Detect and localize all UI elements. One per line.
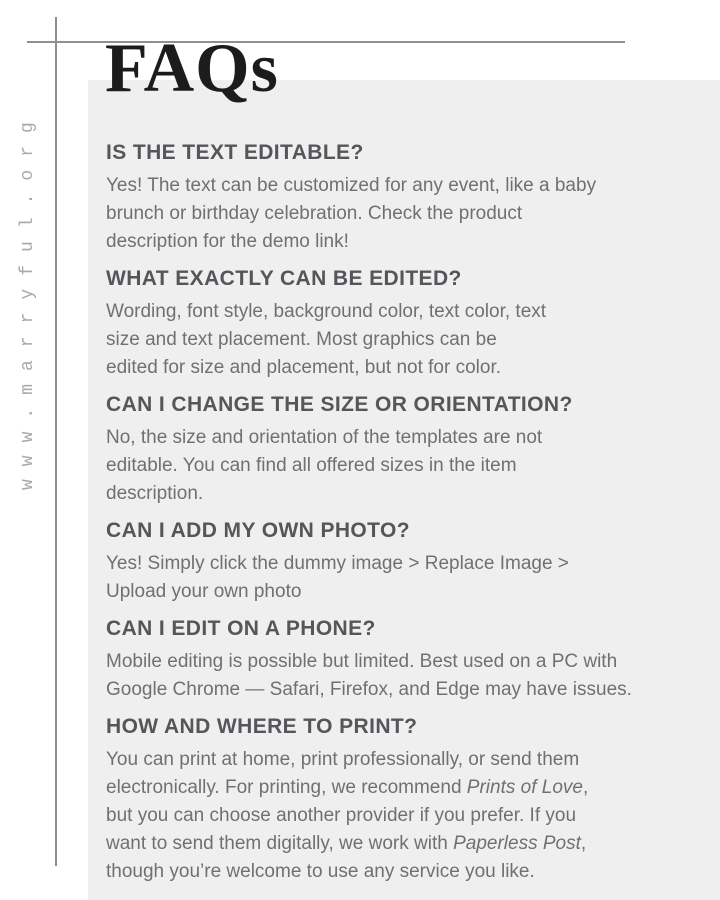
faq-answer-line xyxy=(106,354,692,382)
faq-question: CAN I ADD MY OWN PHOTO? xyxy=(106,519,410,542)
faq-answer-line xyxy=(106,200,692,228)
faq-answer-emphasis: Prints of Love xyxy=(466,777,583,798)
faq-item xyxy=(106,266,692,382)
faq-item xyxy=(106,392,692,508)
faq-answer-text: though you’re welcome to use any service you like. xyxy=(106,861,535,882)
faq-answer-text: No, the size and orientation of the templates are not xyxy=(106,427,543,448)
faq-answer xyxy=(106,298,692,382)
faq-answer-line xyxy=(106,480,692,508)
faq-answer-line xyxy=(106,774,692,802)
faq-question: WHAT EXACTLY CAN BE EDITED? xyxy=(106,267,462,290)
faq-question: IS THE TEXT EDITABLE? xyxy=(106,141,364,164)
faq-answer-line xyxy=(106,802,692,830)
faq-answer-line xyxy=(106,578,692,606)
faq-question: CAN I EDIT ON A PHONE? xyxy=(106,617,376,640)
faq-item xyxy=(106,714,692,886)
website-url-vertical: www.marryful.org xyxy=(18,109,38,490)
faq-answer-line xyxy=(106,648,692,676)
faq-answer-text: , xyxy=(580,833,587,854)
faq-answer-text: Upload your own photo xyxy=(106,581,302,602)
faq-answer-text: but you can choose another provider if you prefer. If you xyxy=(106,805,577,826)
faq-question: CAN I CHANGE THE SIZE OR ORIENTATION? xyxy=(106,393,573,416)
faq-answer-line xyxy=(106,830,692,858)
faq-answer xyxy=(106,648,692,704)
faq-answer-text: You can print at home, print professionally, or send them xyxy=(106,749,580,770)
faq-answer-text: editable. You can find all offered sizes in the item xyxy=(106,455,517,476)
faq-item xyxy=(106,518,692,606)
faq-answer-text: Google Chrome — Safari, Firefox, and Edge may have issues. xyxy=(106,679,632,700)
faq-answer-line xyxy=(106,746,692,774)
faq-answer-line xyxy=(106,858,692,886)
faq-answer-text: , xyxy=(582,777,589,798)
faq-answer-line xyxy=(106,172,692,200)
faq-answer-text: description. xyxy=(106,483,204,504)
vertical-guide-line xyxy=(55,17,57,866)
faq-answer-line xyxy=(106,452,692,480)
faq-answer-text: electronically. For printing, we recommend xyxy=(106,777,467,798)
faq-answer-text: Mobile editing is possible but limited. Best used on a PC with xyxy=(106,651,618,672)
faq-list xyxy=(106,140,692,896)
faq-item xyxy=(106,616,692,704)
faq-answer-text: edited for size and placement, but not for color. xyxy=(106,357,502,378)
page-title: FAQs xyxy=(105,30,279,107)
faq-answer-text: brunch or birthday celebration. Check the product xyxy=(106,203,523,224)
faq-answer-text: Yes! The text can be customized for any event, like a baby xyxy=(106,175,597,196)
faq-answer-line xyxy=(106,424,692,452)
faq-answer xyxy=(106,172,692,256)
faq-answer-line xyxy=(106,676,692,704)
faq-answer-text: description for the demo link! xyxy=(106,231,349,252)
faq-answer-line xyxy=(106,326,692,354)
faq-item xyxy=(106,140,692,256)
faq-answer xyxy=(106,424,692,508)
faq-question: HOW AND WHERE TO PRINT? xyxy=(106,715,418,738)
faq-answer-line xyxy=(106,550,692,578)
faq-answer-text: size and text placement. Most graphics can be xyxy=(106,329,497,350)
faq-answer-text: Wording, font style, background color, text color, text xyxy=(106,301,547,322)
faq-answer-text: want to send them digitally, we work with xyxy=(106,833,454,854)
faq-answer-line xyxy=(106,228,692,256)
faq-answer-text: Yes! Simply click the dummy image > Replace Image > xyxy=(106,553,569,574)
faq-answer-emphasis: Paperless Post xyxy=(453,833,581,854)
faq-answer xyxy=(106,550,692,606)
faq-answer xyxy=(106,746,692,886)
faq-answer-line xyxy=(106,298,692,326)
